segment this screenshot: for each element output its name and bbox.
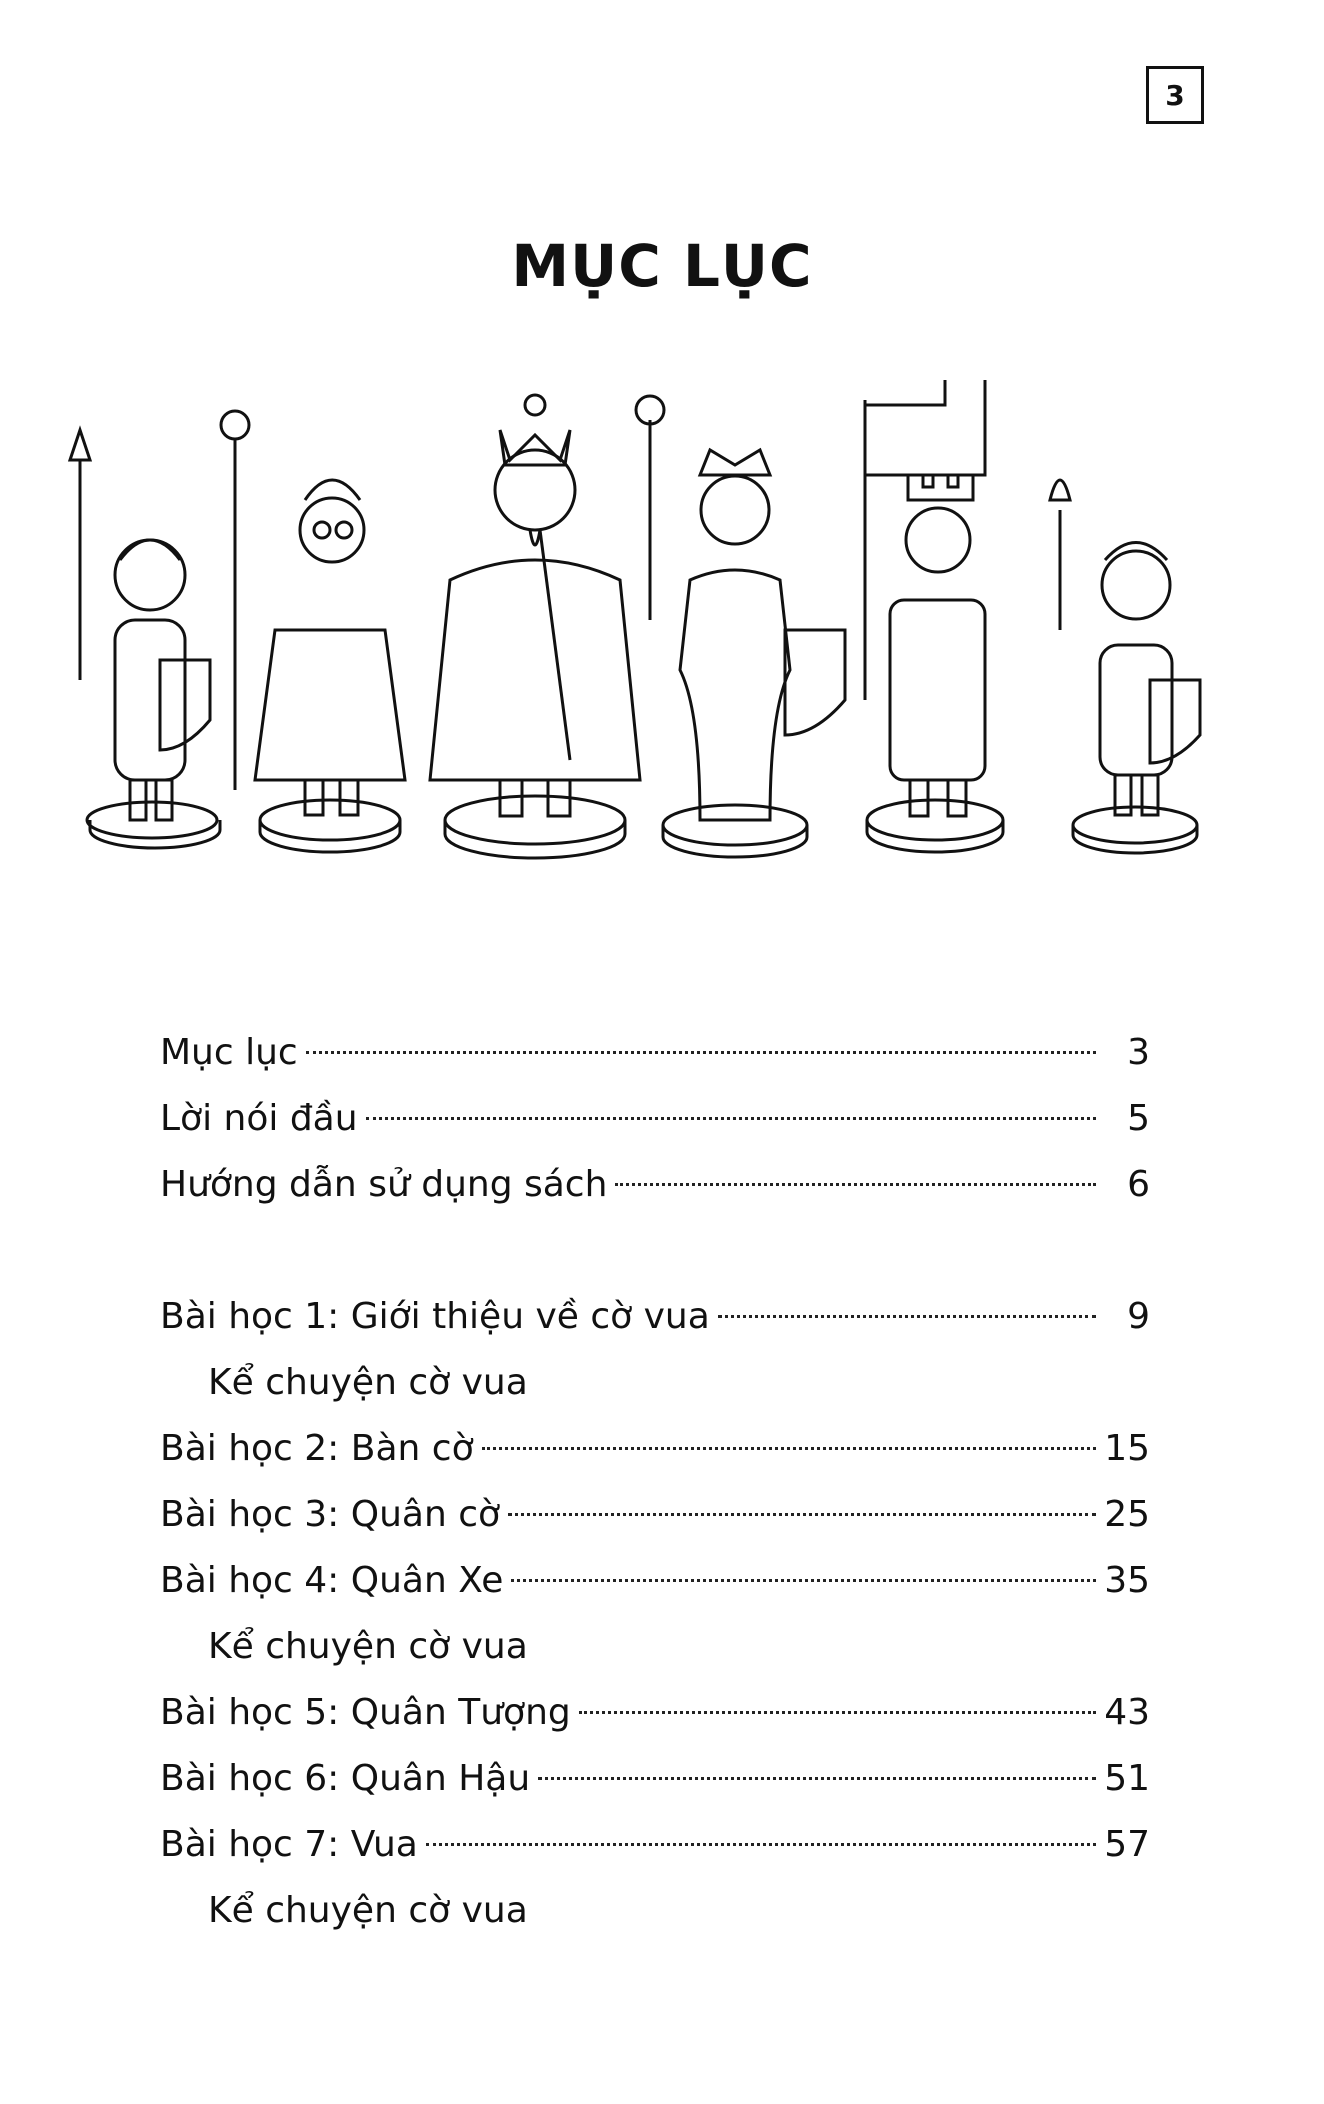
page-title: MỤC LỤC — [511, 232, 813, 300]
toc-entry-label: Bài học 3: Quân cờ — [160, 1494, 501, 1535]
toc-entry[interactable] — [160, 1020, 1150, 1086]
toc-entry[interactable] — [160, 1482, 1150, 1548]
toc-entry[interactable] — [160, 1086, 1150, 1152]
toc-entry-label: Hướng dẫn sử dụng sách — [160, 1164, 608, 1205]
toc-entry-label: Kể chuyện cờ vua — [208, 1362, 528, 1403]
toc-entry-page: 43 — [1104, 1692, 1150, 1733]
toc-entry-page: 35 — [1104, 1560, 1150, 1601]
rook-figure — [865, 380, 1003, 852]
toc-entry[interactable] — [160, 1548, 1150, 1614]
toc-entry-page: 57 — [1104, 1824, 1150, 1865]
toc-dot-leader — [579, 1711, 1096, 1714]
toc-entry[interactable] — [160, 1878, 1150, 1944]
queen-figure — [636, 396, 845, 857]
toc-entry-page: 6 — [1127, 1164, 1150, 1205]
toc-entry-label: Lời nói đầu — [160, 1098, 358, 1139]
toc-entry-label: Bài học 1: Giới thiệu về cờ vua — [160, 1296, 710, 1337]
toc-entry-label: Bài học 7: Vua — [160, 1824, 418, 1865]
toc-entry[interactable] — [160, 1614, 1150, 1680]
toc-entry[interactable] — [160, 1812, 1150, 1878]
toc-dot-leader — [426, 1843, 1096, 1846]
toc-entry[interactable] — [160, 1284, 1150, 1350]
toc-dot-leader — [718, 1315, 1096, 1318]
toc-entry-page: 15 — [1104, 1428, 1150, 1469]
toc-front-matter — [160, 1020, 1150, 1218]
king-figure — [430, 395, 640, 858]
toc-dot-leader — [366, 1117, 1096, 1120]
page-number: 3 — [1146, 66, 1204, 124]
toc-dot-leader — [508, 1513, 1096, 1516]
toc-entry[interactable] — [160, 1416, 1150, 1482]
toc-entry-label: Bài học 2: Bàn cờ — [160, 1428, 474, 1469]
toc-entry-page: 25 — [1104, 1494, 1150, 1535]
toc-gap — [160, 1218, 1150, 1284]
toc-entry-page: 9 — [1127, 1296, 1150, 1337]
toc-dot-leader — [511, 1579, 1096, 1582]
toc-entry[interactable] — [160, 1152, 1150, 1218]
pawn-figure-left — [70, 430, 220, 848]
toc-dot-leader — [482, 1447, 1096, 1450]
toc-dot-leader — [306, 1051, 1096, 1054]
toc-entry-label: Mục lục — [160, 1032, 298, 1073]
toc-entry-label: Bài học 4: Quân Xe — [160, 1560, 504, 1601]
toc-entry-label: Kể chuyện cờ vua — [208, 1890, 528, 1931]
toc-entry-label: Bài học 5: Quân Tượng — [160, 1692, 571, 1733]
toc-entry[interactable] — [160, 1350, 1150, 1416]
toc-lessons — [160, 1284, 1150, 1944]
toc-entry-label: Bài học 6: Quân Hậu — [160, 1758, 531, 1799]
toc-entry-page: 51 — [1104, 1758, 1150, 1799]
chess-characters-illustration — [60, 380, 1240, 860]
toc-dot-leader — [538, 1777, 1096, 1780]
toc-entry[interactable] — [160, 1680, 1150, 1746]
toc-dot-leader — [615, 1183, 1096, 1186]
table-of-contents — [160, 1020, 1150, 1944]
bishop-figure — [221, 411, 405, 852]
toc-entry-label: Kể chuyện cờ vua — [208, 1626, 528, 1667]
pawn-figure-right — [1050, 480, 1200, 853]
toc-entry[interactable] — [160, 1746, 1150, 1812]
toc-entry-page: 3 — [1127, 1032, 1150, 1073]
toc-entry-page: 5 — [1127, 1098, 1150, 1139]
